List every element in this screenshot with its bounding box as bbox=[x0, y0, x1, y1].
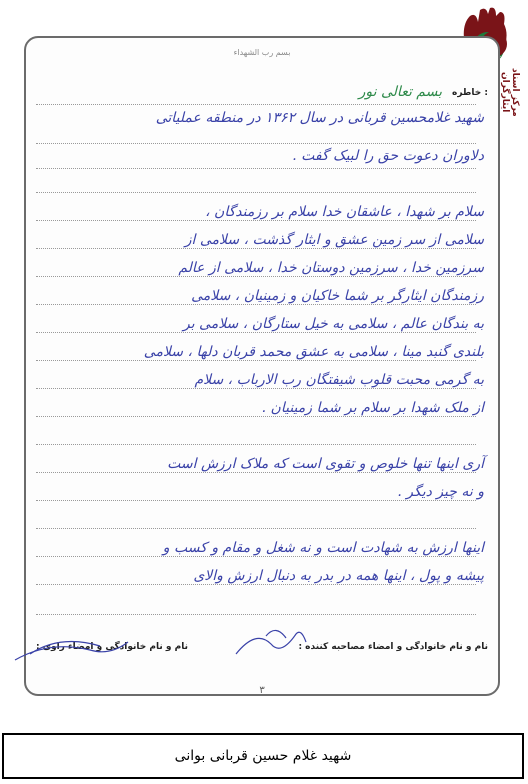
handwritten-line: اینها ارزش به شهادت است و نه شغل و مقام و کسب و bbox=[162, 540, 484, 556]
ruled-line bbox=[36, 614, 476, 615]
ruled-line bbox=[36, 168, 476, 169]
interviewer-signature-label: نام و نام خانوادگی و امضاء مصاحبه کننده : bbox=[298, 642, 488, 652]
handwritten-line: به بندگان عالم ، سلامی به خیل ستارگان ، سلامی بر bbox=[182, 316, 484, 332]
ruled-line bbox=[36, 192, 476, 193]
ruled-line bbox=[36, 143, 476, 144]
handwritten-line: به گرمی محبت قلوب شیفتگان رب الارباب ، سلام bbox=[194, 372, 484, 388]
narrator-signature-label: نام و نام خانوادگی و امضاء راوی : bbox=[36, 642, 188, 652]
handwritten-line: سرزمین خدا ، سرزمین دوستان خدا ، سلامی از عالم bbox=[178, 260, 484, 276]
ruled-line bbox=[36, 332, 476, 333]
ruled-line bbox=[36, 472, 476, 473]
page-number: ۳ bbox=[259, 685, 265, 696]
ruled-line bbox=[36, 500, 476, 501]
handwritten-line: آری اینها تنها خلوص و تقوی است که ملاک ارزش است bbox=[167, 456, 484, 472]
handwritten-line: شهید غلامحسین قربانی در سال ۱۳۶۲ در منطقه عملیاتی bbox=[155, 110, 484, 126]
ruled-line bbox=[36, 276, 476, 277]
ruled-line bbox=[36, 304, 476, 305]
handwritten-line: دلاوران دعوت حق را لبیک گفت . bbox=[292, 148, 484, 164]
ruled-line bbox=[36, 248, 476, 249]
handwritten-line: از ملک شهدا بر سلام بر شما زمینیان . bbox=[261, 400, 484, 416]
handwritten-line: بلندی گنبد مینا ، سلامی به عشق محمد قربان دلها ، سلامی bbox=[143, 344, 484, 360]
ruled-line bbox=[36, 584, 476, 585]
logo-name: مرکز اسناد ایثارگران bbox=[500, 67, 520, 117]
basmala-header: بسم رب الشهداء bbox=[233, 48, 291, 57]
handwritten-line: سلامی از سر زمین عشق و ایثار گذشت ، سلامی از bbox=[184, 232, 484, 248]
memory-label: : خاطره bbox=[452, 88, 488, 98]
ruled-line bbox=[36, 556, 476, 557]
ruled-line bbox=[36, 444, 476, 445]
ruled-line bbox=[36, 388, 476, 389]
handwritten-line: پیشه و پول ، اینها همه در بدر به دنبال ارزش والای bbox=[193, 568, 484, 584]
signature-row bbox=[26, 634, 498, 660]
caption-box bbox=[2, 733, 524, 779]
memory-form-sheet bbox=[24, 36, 500, 696]
ruled-line bbox=[36, 416, 476, 417]
memory-title: بسم تعالی نور bbox=[358, 84, 442, 100]
handwritten-line: و نه چیز دیگر . bbox=[397, 484, 484, 500]
ruled-line bbox=[36, 360, 476, 361]
caption-text: شهید غلام حسین قربانی بوانی bbox=[174, 748, 352, 764]
handwritten-line: رزمندگان ایثارگر بر شما خاکیان و زمینیان ، سلامی bbox=[191, 288, 484, 304]
narrator-signature-icon bbox=[10, 630, 130, 670]
ruled-line bbox=[36, 220, 476, 221]
handwritten-line: سلام بر شهدا ، عاشقان خدا سلام بر رزمندگان ، bbox=[205, 204, 484, 220]
ruled-line bbox=[36, 528, 476, 529]
ruled-line bbox=[36, 104, 476, 105]
interviewer-signature-icon bbox=[226, 624, 316, 664]
